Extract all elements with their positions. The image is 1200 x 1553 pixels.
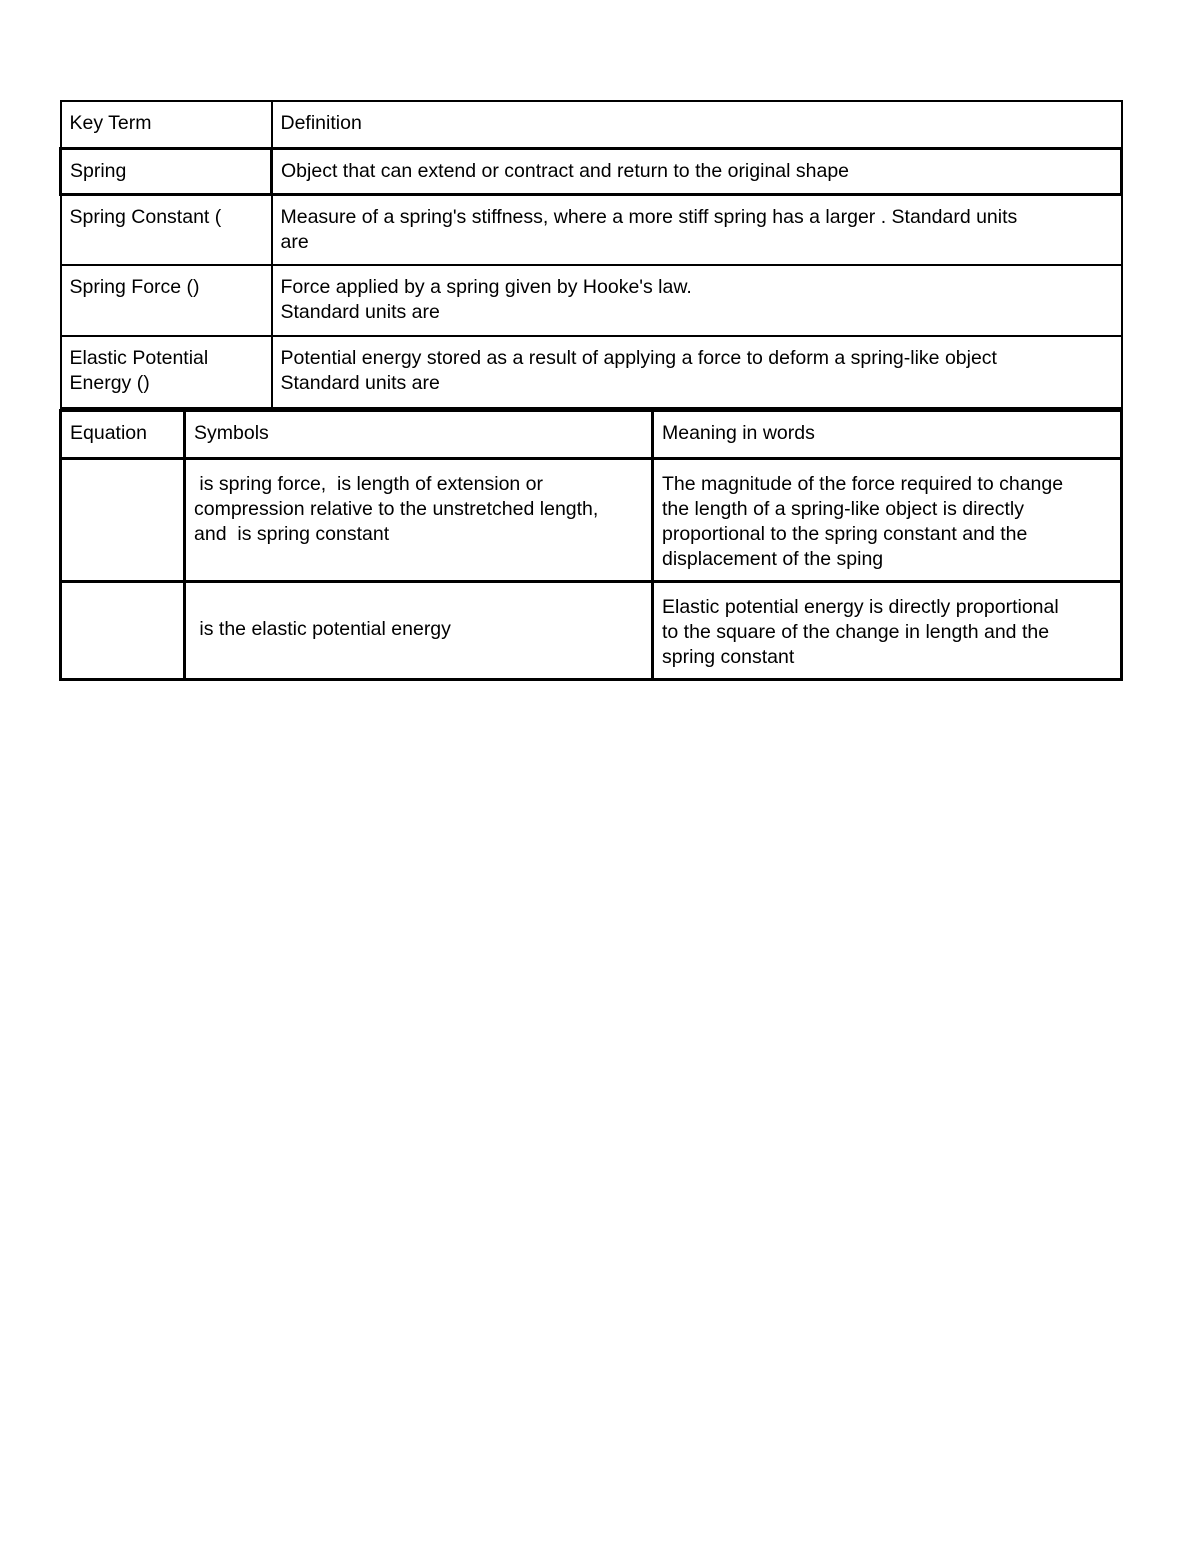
meaning-cell: Elastic potential energy is directly proportional to the square of the change in length and the spring constant [653, 582, 1122, 680]
equations-table [59, 409, 1123, 681]
header-key-term: Key Term [61, 101, 272, 148]
table-row [61, 194, 1122, 265]
definition-cell: Object that can extend or contract and return to the original shape [272, 148, 1122, 194]
key-terms-table [59, 100, 1123, 409]
definition-cell: Measure of a spring's stiffness, where a more stiff spring has a larger . Standard units are [272, 194, 1122, 265]
meaning-cell: The magnitude of the force required to change the length of a spring-like object is directly proportional to the spring constant and the displacement of the sping [653, 459, 1122, 582]
header-meaning: Meaning in words [653, 411, 1122, 459]
term-cell: Elastic Potential Energy () [61, 336, 272, 408]
definition-cell: Force applied by a spring given by Hooke's law. Standard units are [272, 265, 1122, 336]
table-header-row [61, 411, 1122, 459]
header-symbols: Symbols [185, 411, 653, 459]
header-definition: Definition [272, 101, 1122, 148]
term-cell: Spring [61, 148, 272, 194]
table-header-row [61, 101, 1122, 148]
equation-cell [61, 582, 185, 680]
definition-cell: Potential energy stored as a result of applying a force to deform a spring-like object Standard units are [272, 336, 1122, 408]
term-cell: Spring Force () [61, 265, 272, 336]
table-row [61, 148, 1122, 194]
header-equation: Equation [61, 411, 185, 459]
table-row [61, 459, 1122, 582]
term-cell: Spring Constant ( [61, 194, 272, 265]
table-row [61, 265, 1122, 336]
equation-cell [61, 459, 185, 582]
symbols-cell: is the elastic potential energy [185, 582, 653, 680]
table-row [61, 336, 1122, 408]
table-row [61, 582, 1122, 680]
symbols-cell: is spring force, is length of extension or compression relative to the unstretched length, and is spring constant [185, 459, 653, 582]
